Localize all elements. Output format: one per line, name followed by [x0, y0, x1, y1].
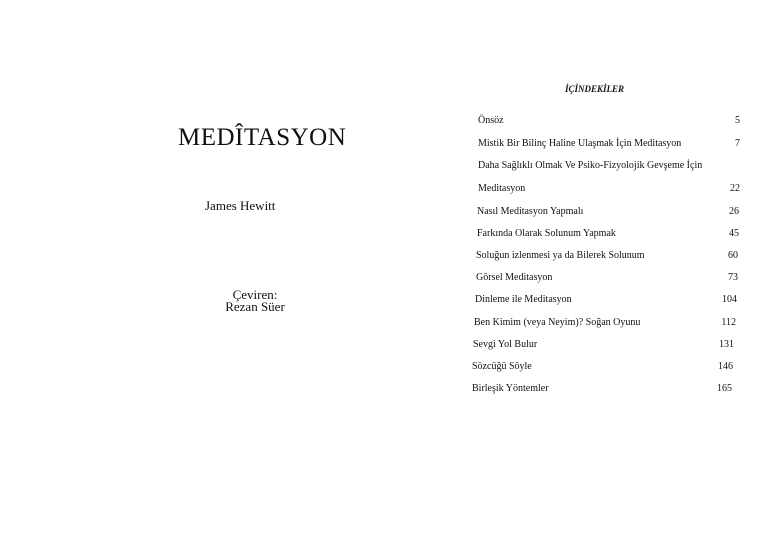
toc-entry-title: Sözcüğü Söyle [472, 361, 532, 372]
toc-entry-title: Farkında Olarak Solunum Yapmak [477, 228, 616, 239]
toc-entry [473, 339, 734, 353]
toc-entry-title: Mistik Bir Bilinç Haline Ulaşmak İçin Meditasyon [478, 138, 682, 149]
toc-entry [476, 250, 738, 264]
toc-entry-title: Nasıl Meditasyon Yapmalı [477, 206, 584, 217]
toc-entry-title: Ben Kimim (veya Neyim)? Soğan Oyunu [474, 317, 641, 328]
toc-entry-page: 104 [722, 294, 737, 305]
toc-entry-page: 5 [735, 115, 740, 126]
toc-entry-page: 60 [728, 250, 738, 261]
toc-entry [478, 115, 740, 129]
toc-entry-page: 22 [730, 183, 740, 194]
toc-entry-title: Daha Sağlıklı Olmak Ve Psiko-Fizyolojik Gevşeme İçin [478, 160, 703, 171]
toc-entry [472, 383, 732, 397]
toc-entry-title: Meditasyon [478, 183, 526, 194]
toc-entry-page: 112 [721, 317, 736, 328]
toc-entry [476, 272, 738, 286]
toc-entry [477, 228, 739, 242]
toc-heading: İÇİNDEKİLER [565, 84, 625, 94]
toc-entry [474, 317, 736, 331]
toc-entry-title: Sevgi Yol Bulur [473, 339, 538, 350]
toc-entry-page: 7 [735, 138, 740, 149]
translator-label: Çeviren: [232, 287, 278, 302]
toc-entry-page: 131 [719, 339, 734, 350]
toc-entry-title: Dinleme ile Meditasyon [475, 294, 572, 305]
toc-entry [472, 361, 733, 375]
translator-block [222, 289, 288, 313]
toc-entry [478, 183, 740, 197]
toc-entry [478, 160, 740, 174]
toc-entry [478, 138, 740, 152]
toc-entry-title: Birleşik Yöntemler [472, 383, 549, 394]
toc-entry-page: 73 [728, 272, 738, 283]
toc-entry-page: 165 [717, 383, 732, 394]
book-title: MEDÎTASYON [178, 124, 347, 151]
toc-entry-page: 146 [718, 361, 733, 372]
toc-entry-page: 26 [729, 206, 739, 217]
toc-entry [475, 294, 737, 308]
author-name: James Hewitt [205, 198, 276, 213]
toc-entry-title: Görsel Meditasyon [476, 272, 553, 283]
toc-entry-title: Önsöz [478, 115, 504, 126]
toc-entry-title: Soluğun izlenmesi ya da Bilerek Solunum [476, 250, 645, 261]
toc-entry-page: 45 [729, 228, 739, 239]
translator-name: Rezan Süer [225, 299, 285, 314]
toc-entry [477, 206, 739, 220]
